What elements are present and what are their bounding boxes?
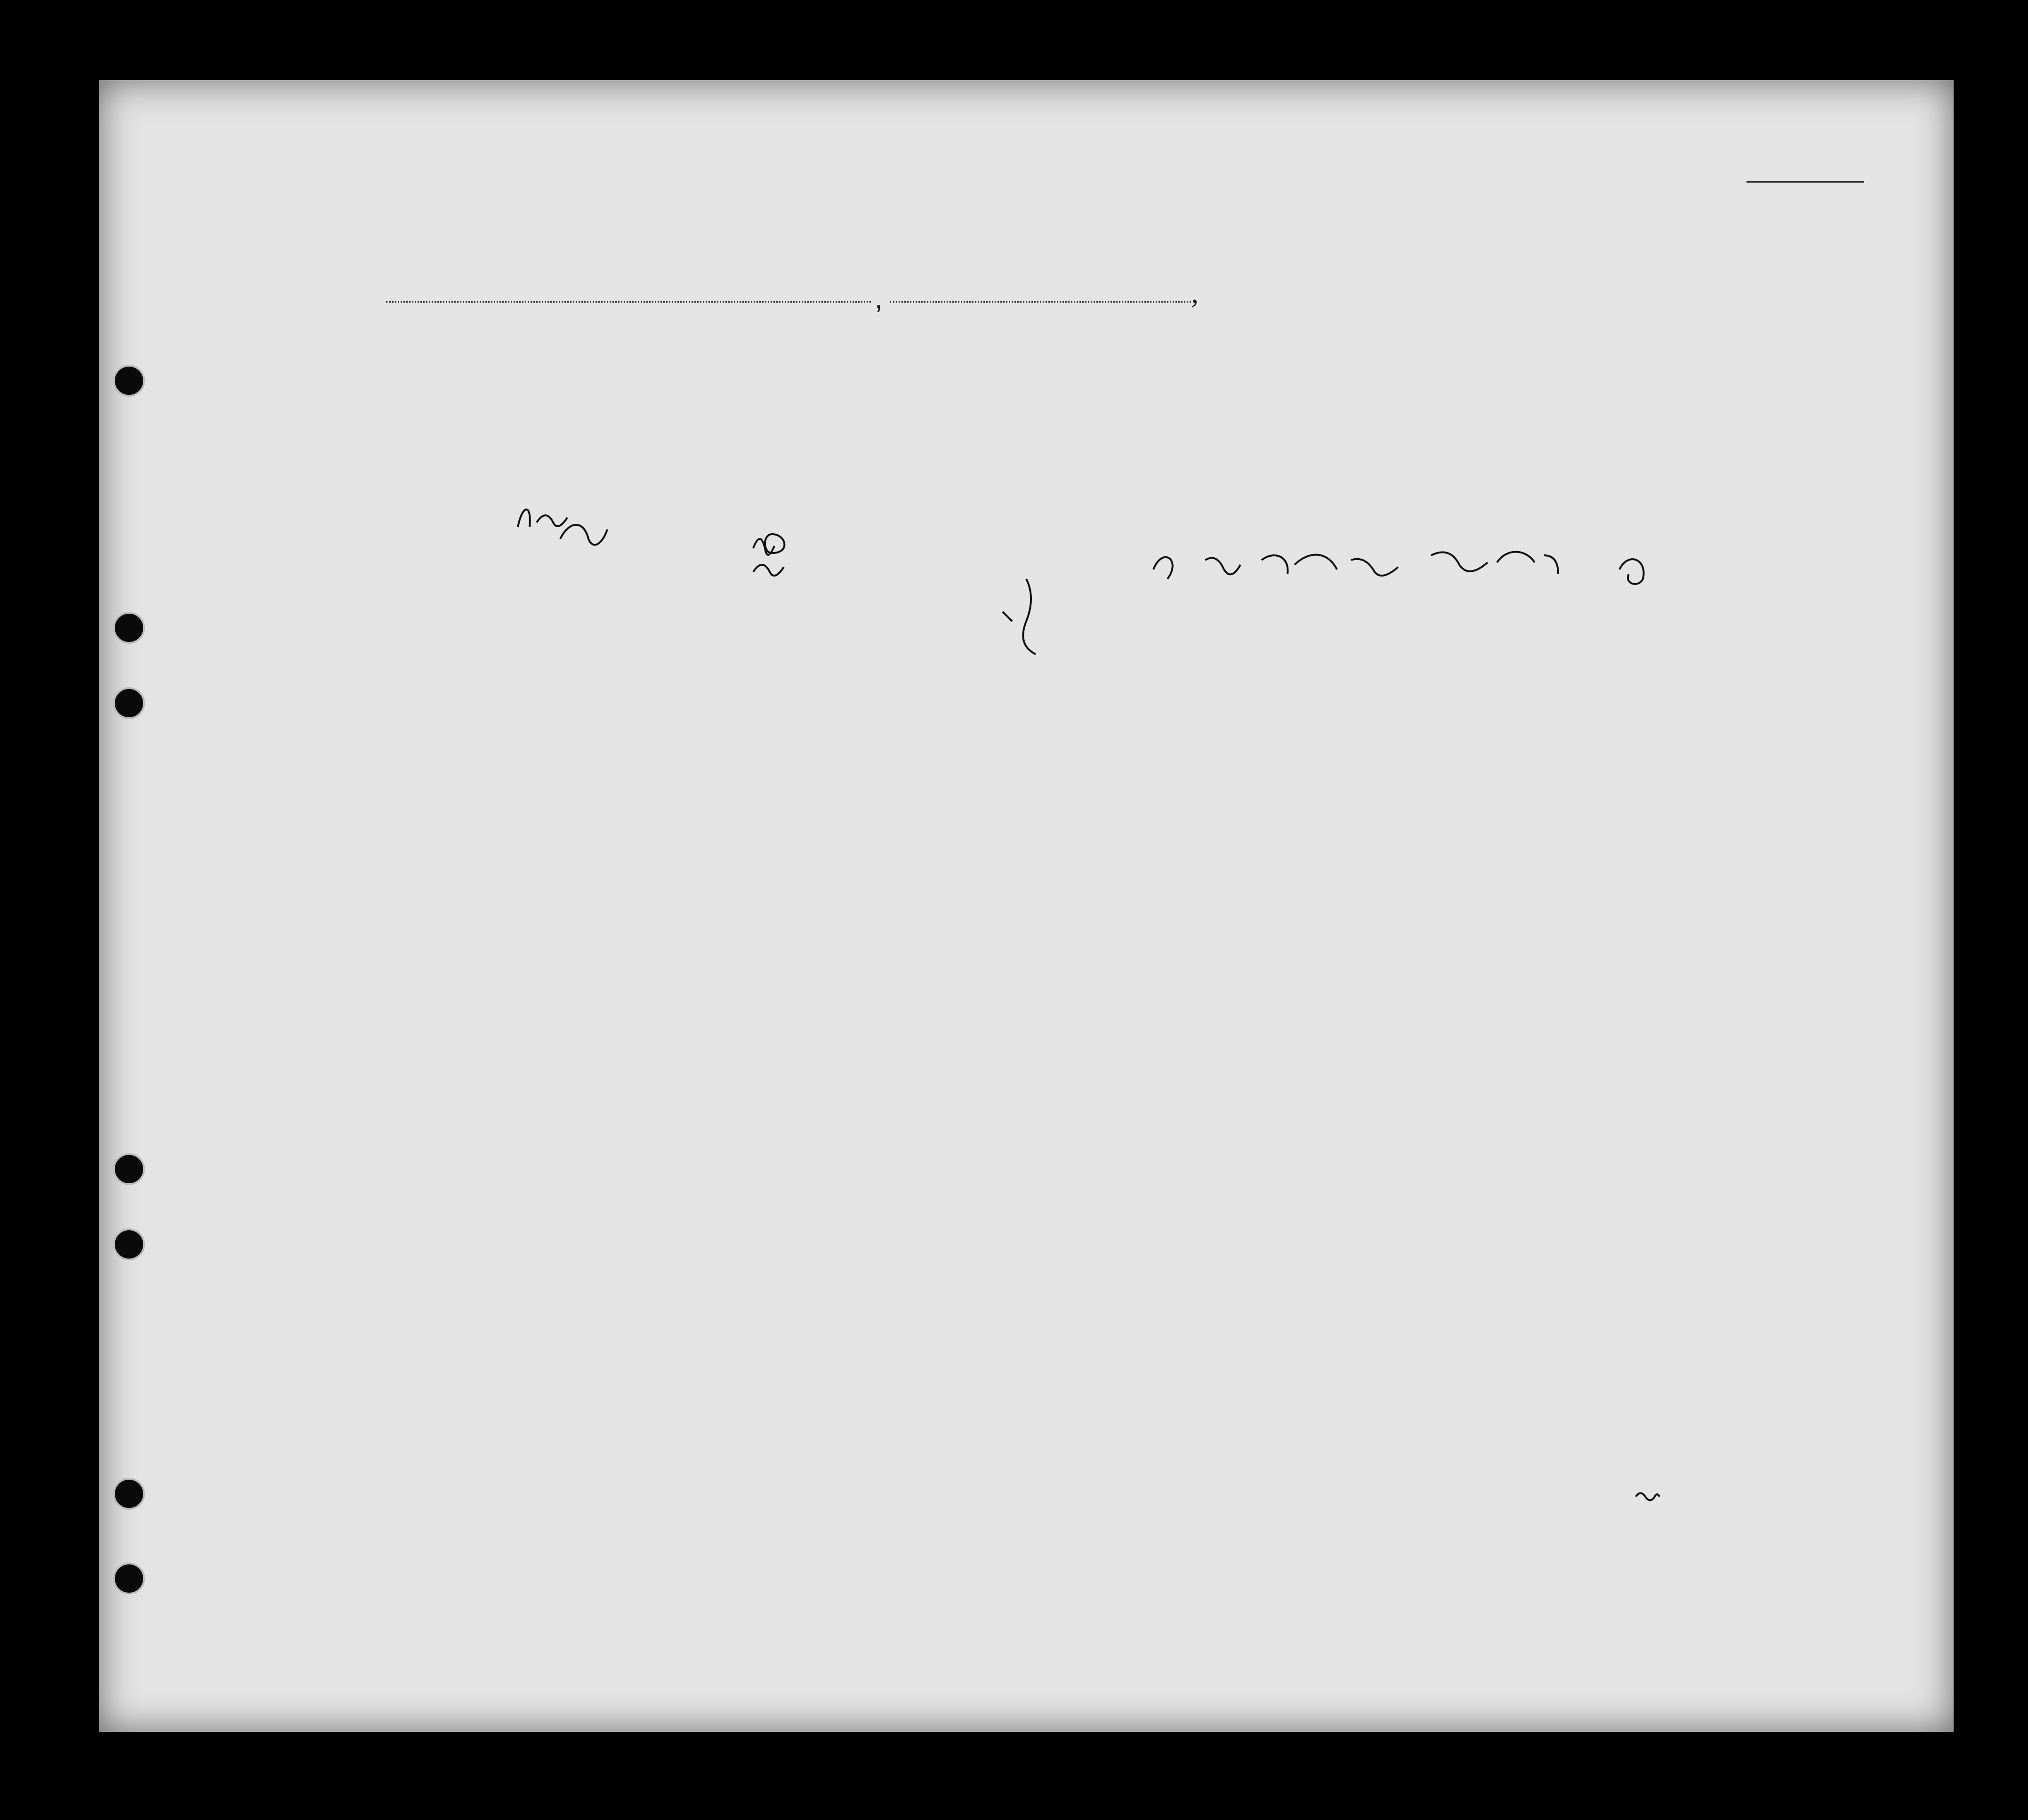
binder-hole [113,612,145,644]
manifest-sheet [99,80,1954,1732]
handwritten-money-annotation [744,520,796,581]
binder-hole [113,1228,145,1260]
handwritten-tick-mark [998,574,1054,664]
binder-hole [113,1478,145,1510]
binder-hole [113,1563,145,1595]
binder-hole [113,1153,145,1185]
comma-1: , [875,283,883,314]
handwritten-long-island-annotation [508,494,626,555]
handwritten-scribble [1634,1487,1662,1506]
handwritten-purpose-annotation [1149,541,1714,607]
binder-hole [113,365,145,397]
binder-hole [113,687,145,719]
